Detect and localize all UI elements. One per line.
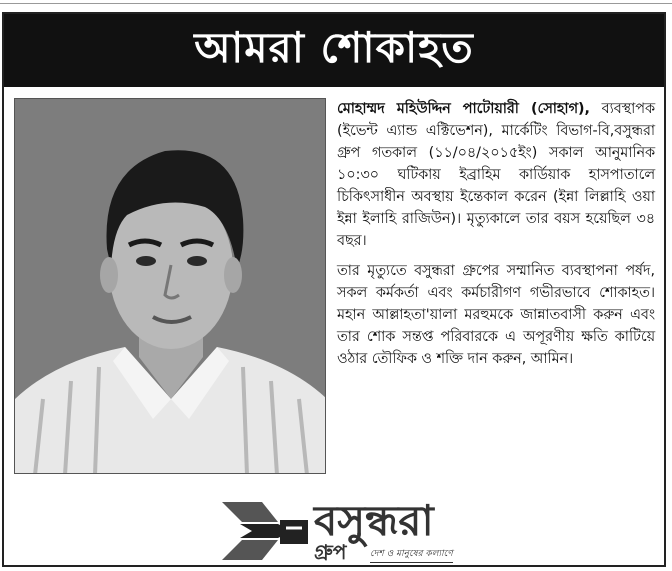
obituary-frame bbox=[2, 12, 666, 567]
obituary-text bbox=[337, 98, 655, 378]
logo-tagline: দেশ ও মানুষের কল্যাণে bbox=[370, 546, 453, 563]
bashundhara-group-logo bbox=[222, 492, 482, 564]
banner bbox=[4, 14, 664, 87]
logo-brand: বসুন্ধরা bbox=[314, 496, 434, 545]
obituary-paragraph-2: তার মৃত্যুতে বসুন্ধরা গ্রুপের সম্মানিত ব্যবস্থাপনা পর্ষদ, সকল কর্মকর্তা এবং কর্মচারীগণ গভীরভাবে শোকাহত। মহান আল্লাহতা'য়ালা মরহুমকে জান্নাতবাসী করুন এবং তার শোক সন্তপ্ত পরিবারকে এ অপূরণীয় ক্ষতি কাটিয়ে ওঠার তৌফিক ও শক্তি দান করুন, আমিন। bbox=[337, 263, 655, 367]
banner-title: আমরা শোকাহত bbox=[194, 23, 474, 72]
portrait-photo bbox=[14, 98, 326, 474]
deceased-name: মোহাম্মদ মহিউদ্দিন পাটোয়ারী (সোহাগ), bbox=[337, 101, 590, 117]
obituary-paragraph-1 bbox=[337, 98, 655, 252]
top-strip bbox=[0, 0, 672, 10]
logo-mark-icon bbox=[222, 500, 310, 562]
portrait-illustration bbox=[15, 99, 326, 474]
obituary-details: ব্যবস্থাপক (ইভেন্ট এ্যান্ড এক্টিভেশন), মার্কেটিং বিভাগ-বি,বসুন্ধরা গ্রুপ গতকাল (১১/০৪/২০১৫ইং) সকাল আনুমানিক ১০:৩০ ঘটিকায় ইব্রাহিম কার্ডিয়াক হাসপাতালে চিকিৎসাধীন অবস্থায় ইন্তেকাল করেন (ইন্না লিল্লাহি ওয়া ইন্না ইলাহি রাজিউন)। মৃত্যুকালে তার বয়স হয়েছিল ৩৪ বছর। bbox=[337, 101, 655, 249]
logo-group: গ্রুপ bbox=[314, 540, 347, 564]
